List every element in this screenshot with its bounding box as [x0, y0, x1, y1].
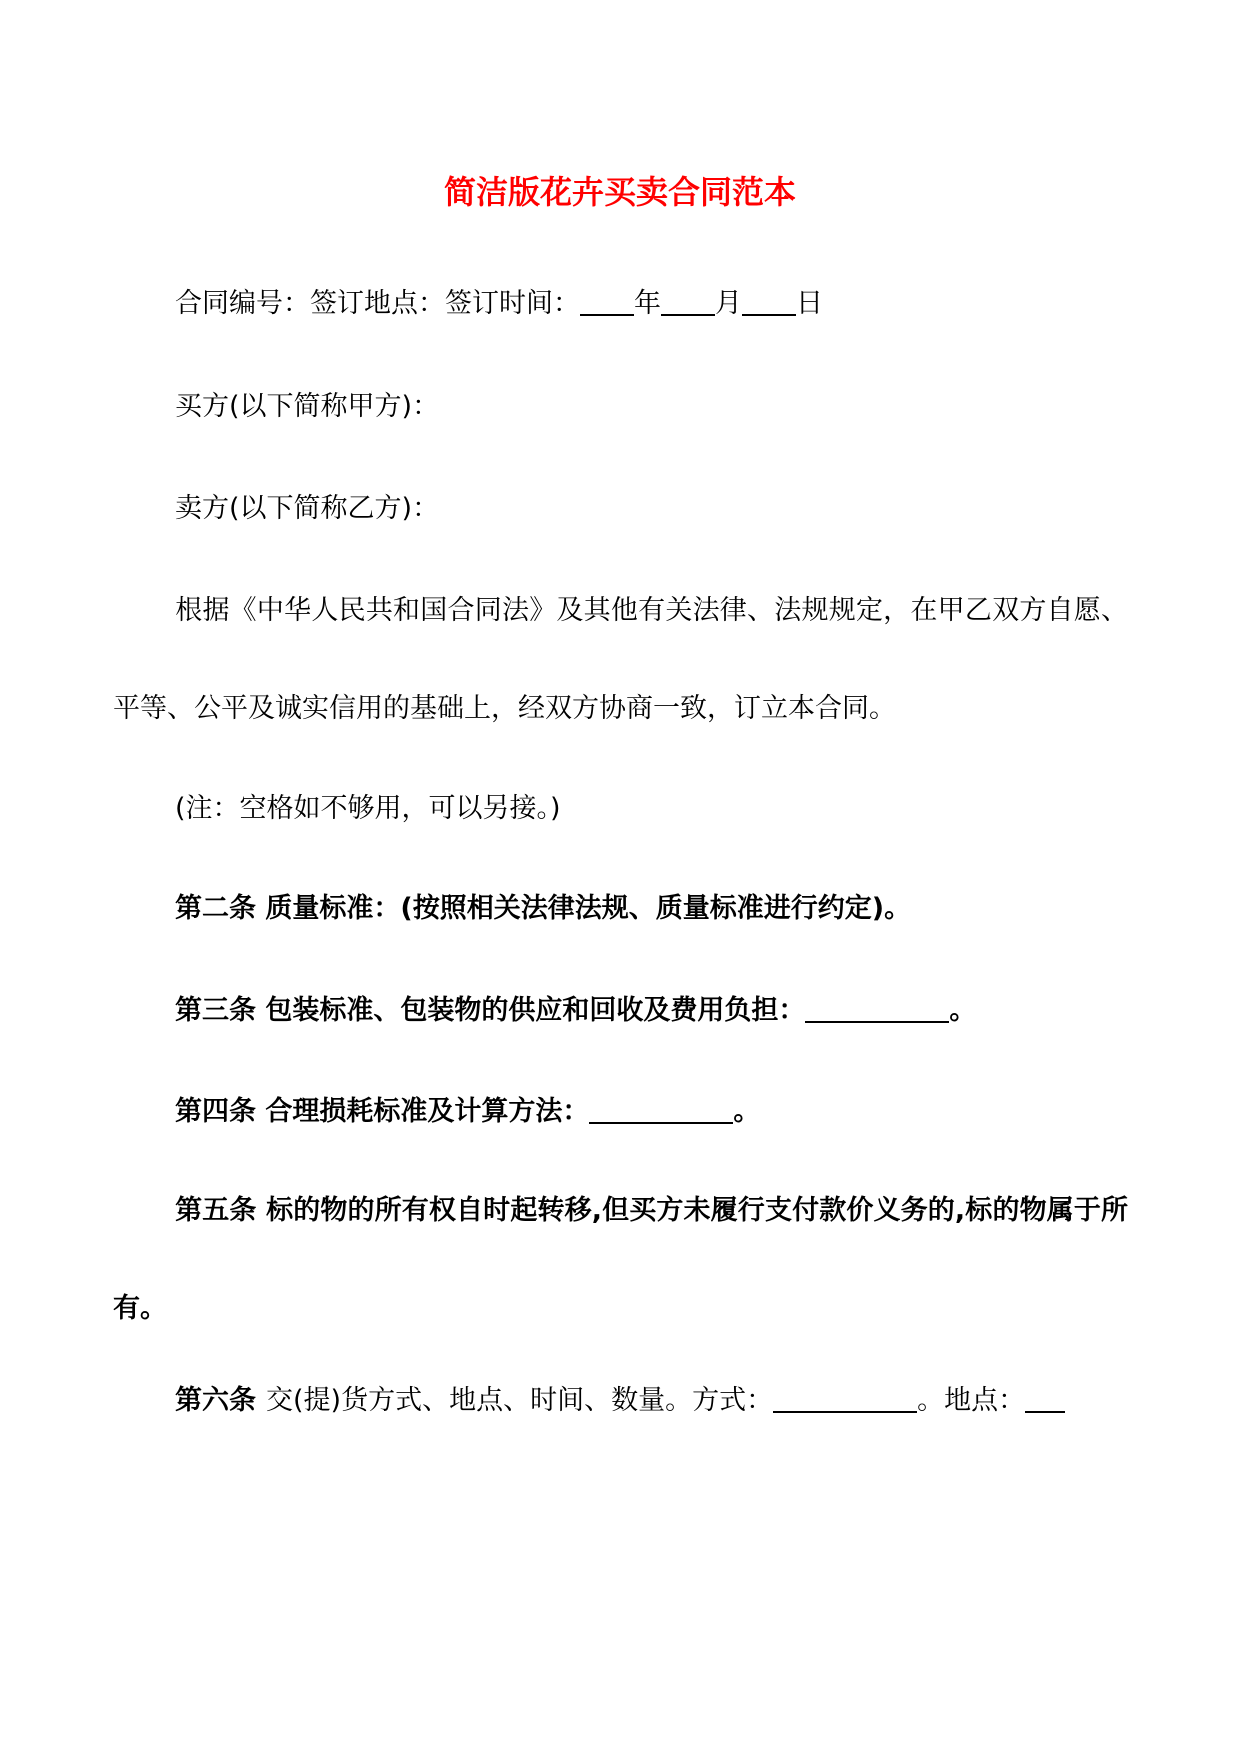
year-label: 年 [634, 288, 661, 319]
article-5-text: 第五条 标的物的所有权自时起转移,但买方未履行支付款价义务的,标的物属于所有。 [113, 1195, 1128, 1324]
article-3-text: 第三条 包装标准、包装物的供应和回收及费用负担： [175, 995, 806, 1026]
document-title: 简洁版花卉买卖合同范本 [443, 173, 796, 211]
year-blank[interactable] [580, 287, 634, 316]
month-blank[interactable] [661, 287, 715, 316]
article-6-place-label: 。地点： [917, 1385, 1026, 1416]
article-6-text: 交(提)货方式、地点、时间、数量。方式： [266, 1385, 774, 1416]
article-6-method-blank[interactable] [773, 1384, 917, 1413]
article-4-end: 。 [733, 1096, 761, 1127]
article-6-place-blank[interactable] [1025, 1384, 1065, 1413]
buyer-label: 买方(以下简称甲方)： [175, 391, 440, 422]
buyer-line [113, 358, 1128, 456]
day-blank[interactable] [742, 287, 796, 316]
article-4-text: 第四条 合理损耗标准及计算方法： [175, 1096, 590, 1127]
note-text: (注：空格如不够用，可以另接。) [175, 793, 561, 824]
article-3-blank[interactable] [805, 994, 949, 1023]
month-label: 月 [715, 288, 742, 319]
preamble-text: 根据《中华人民共和国合同法》及其他有关法律、法规规定，在甲乙双方自愿、平等、公平及诚实信用的基础上，经双方协商一致，订立本合同。 [113, 595, 1128, 724]
seller-line [113, 460, 1128, 558]
article-4-blank[interactable] [589, 1095, 733, 1124]
article-2-text: 第二条 质量标准：(按照相关法律法规、质量标准进行约定)。 [175, 893, 912, 924]
article-5 [113, 1162, 1128, 1358]
day-label: 日 [796, 288, 823, 319]
preamble-paragraph [113, 562, 1128, 758]
article-3 [113, 962, 1128, 1060]
article-6-label: 第六条 [175, 1385, 256, 1416]
article-4 [113, 1063, 1128, 1161]
note-line [113, 760, 1128, 858]
article-2 [113, 860, 1128, 958]
article-6 [113, 1352, 1128, 1450]
article-3-end: 。 [949, 995, 977, 1026]
header-line [113, 255, 1128, 353]
header-label: 合同编号：签订地点：签订时间： [175, 288, 580, 319]
seller-label: 卖方(以下简称乙方)： [175, 493, 440, 524]
